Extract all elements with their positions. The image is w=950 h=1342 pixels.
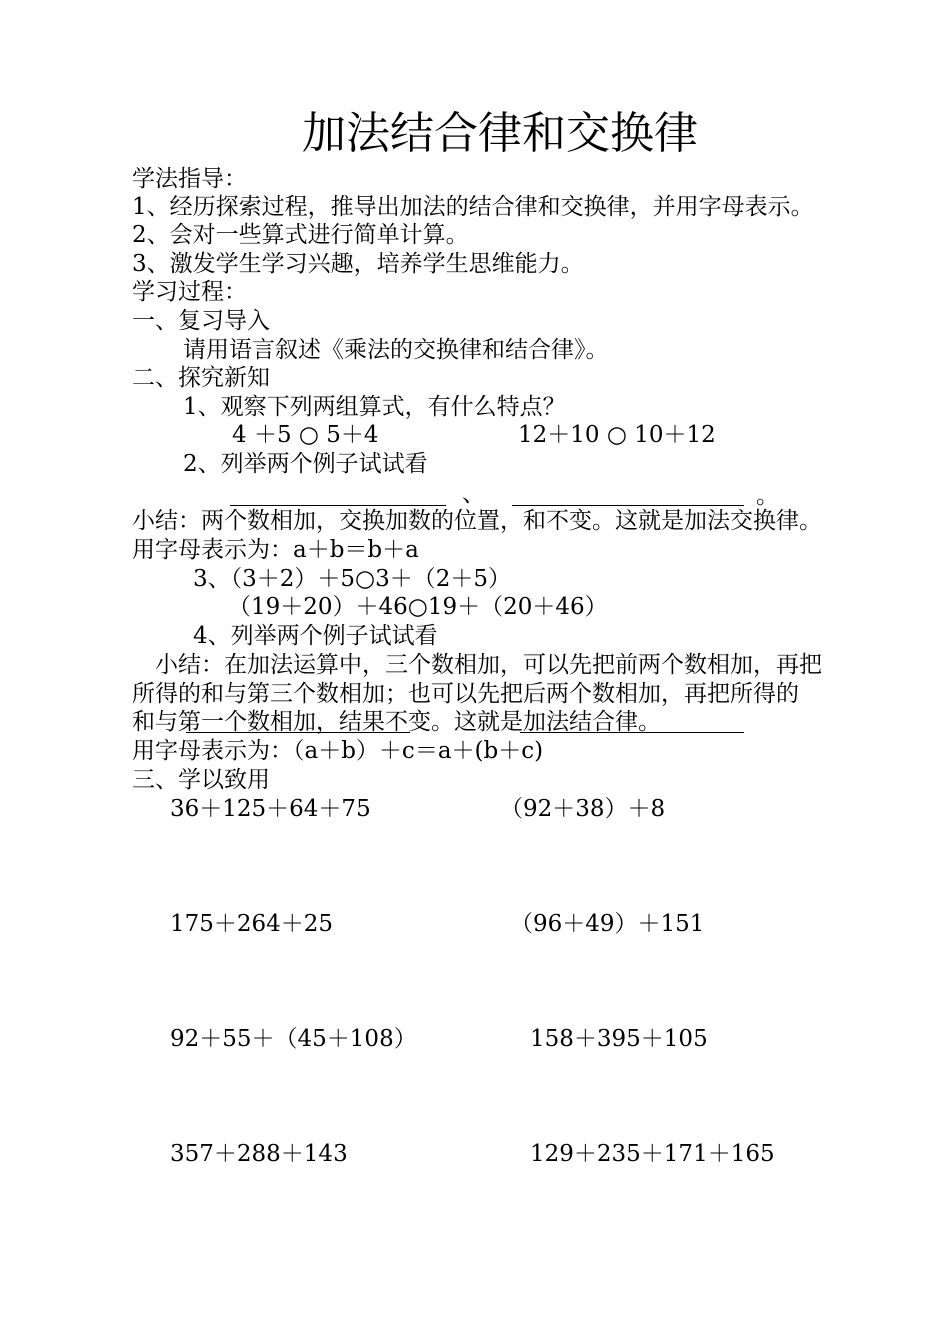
- question-3-line-1: 3、（3＋2）＋5○3＋（2＋5）: [193, 566, 512, 592]
- guide-item-2: 2、会对一些算式进行简单计算。: [132, 222, 469, 248]
- summary-commutative: 小结：两个数相加，交换加数的位置，和不变。这就是加法交换律。: [132, 508, 822, 534]
- guide-heading: 学法指导：: [132, 166, 247, 192]
- example-blank-2[interactable]: [512, 505, 744, 506]
- problem-8: 129＋235＋171＋165: [530, 1141, 775, 1167]
- example-blank-1[interactable]: [230, 505, 446, 506]
- problem-6: 158＋395＋105: [530, 1026, 708, 1052]
- question-1: 1、观察下列两组算式，有什么特点？: [183, 394, 566, 420]
- guide-item-1: 1、经历探索过程，推导出加法的结合律和交换律，并用字母表示。: [132, 194, 814, 220]
- process-heading: 学习过程：: [132, 279, 247, 305]
- apply-heading: 三、学以致用: [132, 767, 270, 793]
- summary-associative-line-2: 所得的和与第三个数相加；也可以先把后两个数相加，再把所得的: [132, 681, 799, 707]
- question-2: 2、列举两个例子试试看: [183, 451, 428, 477]
- formula-associative: 用字母表示为：（a＋b）＋c＝a＋(b＋c): [132, 738, 544, 764]
- formula-commutative: 用字母表示为：a＋b＝b＋a: [132, 537, 419, 563]
- question-3-line-2: （19＋20）＋46○19＋（20＋46）: [228, 594, 608, 620]
- summary-associative-line-3: 和与第一个数相加，结果不变。这就是加法结合律。: [132, 709, 661, 735]
- blank-separator: 、: [462, 481, 485, 507]
- summary-associative-line-1: 小结：在加法运算中，三个数相加，可以先把前两个数相加，再把: [155, 652, 822, 678]
- review-text: 请用语言叙述《乘法的交换律和结合律》。: [183, 337, 609, 363]
- review-heading: 一、复习导入: [132, 308, 270, 334]
- problem-1: 36＋125＋64＋75: [170, 796, 371, 822]
- page-title: 加法结合律和交换律: [302, 108, 698, 159]
- blank-period: 。: [756, 483, 779, 509]
- question-1-expr-left: 4 ＋5 ○ 5＋4: [232, 422, 379, 448]
- problem-7: 357＋288＋143: [170, 1141, 348, 1167]
- summary-underline-1: [186, 732, 410, 733]
- question-1-expr-right: 12＋10 ○ 10＋12: [518, 422, 716, 448]
- explore-heading: 二、探究新知: [132, 365, 270, 391]
- guide-item-3: 3、激发学生学习兴趣，培养学生思维能力。: [132, 251, 584, 277]
- problem-2: （92＋38）＋8: [500, 796, 666, 822]
- summary-underline-2: [520, 732, 744, 733]
- problem-4: （96＋49）＋151: [510, 911, 705, 937]
- question-4: 4、列举两个例子试试看: [193, 623, 438, 649]
- problem-3: 175＋264＋25: [170, 911, 334, 937]
- problem-5: 92＋55＋（45＋108）: [170, 1026, 417, 1052]
